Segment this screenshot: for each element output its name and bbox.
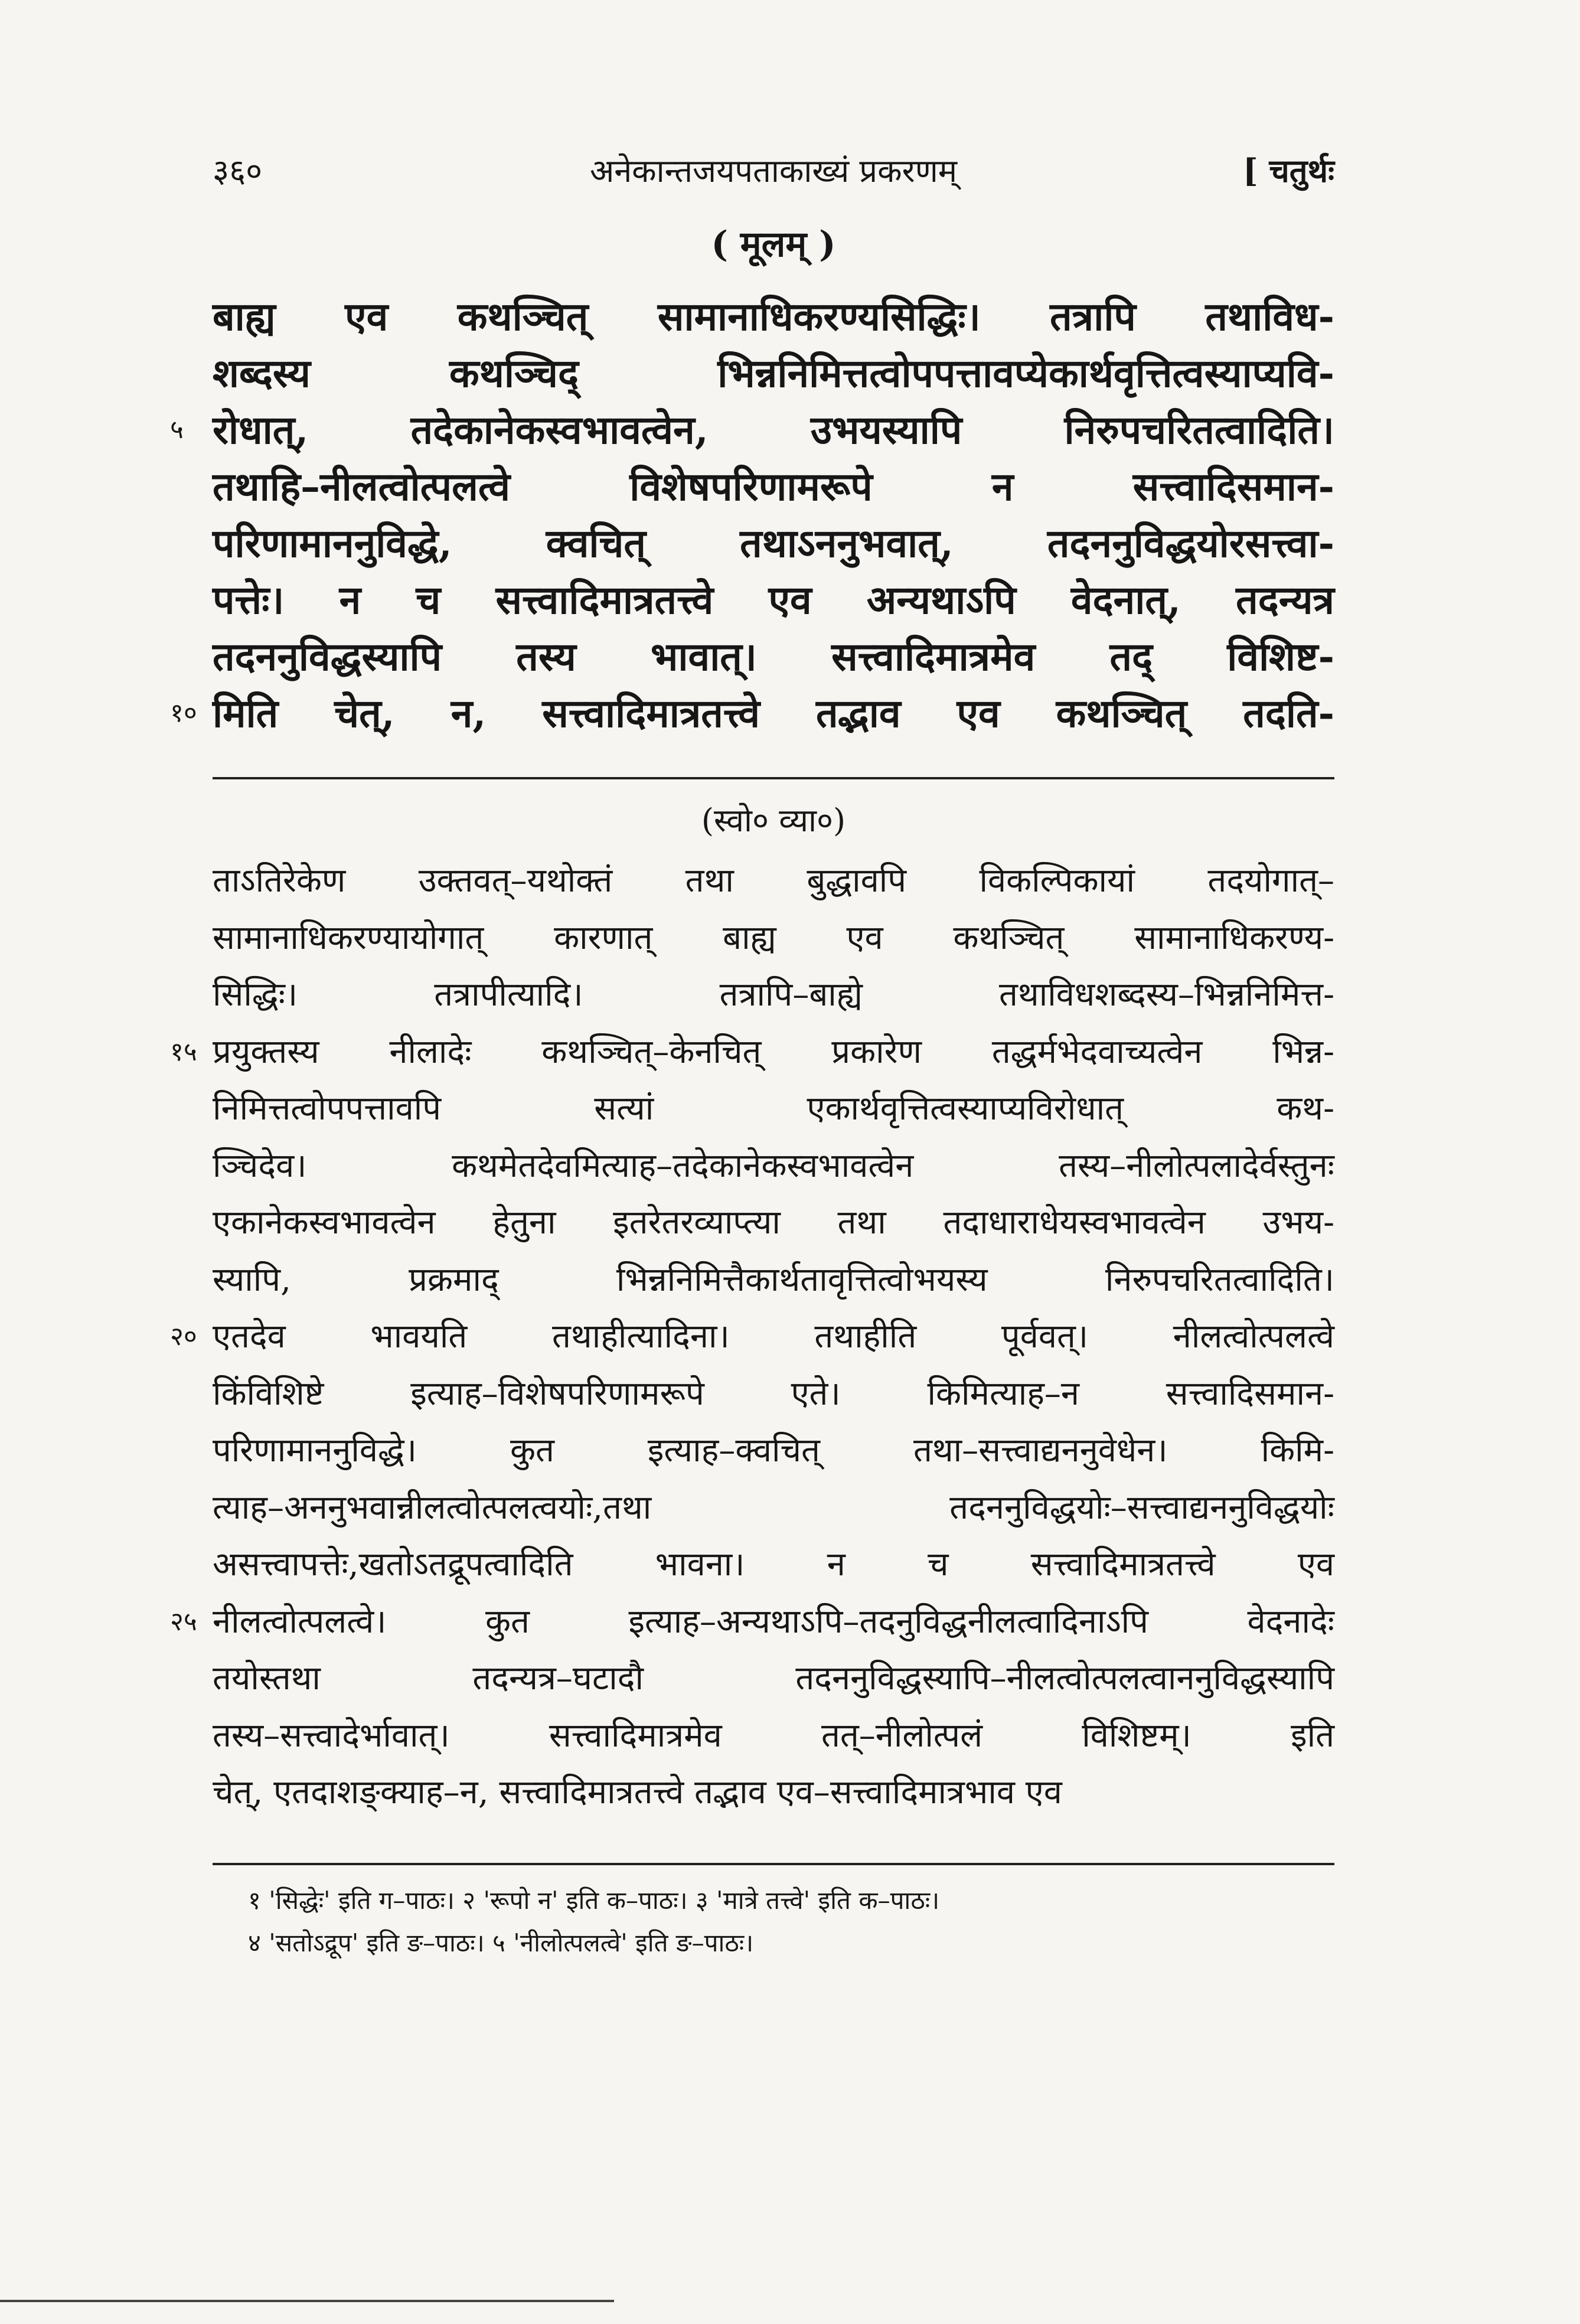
vyakhya-line (213, 910, 1334, 967)
page-header (213, 148, 1334, 201)
footnote-line: १ 'सिद्धेः' इति ग–पाठः। २ 'रूपो न' इति क–पाठः। ३ 'मात्रे तत्त्वे' इति क–पाठः। (248, 1885, 940, 1915)
line-text: स्यापि, प्रक्रमाद् भिन्ननिमित्तैकार्थतावृत्तित्वोभयस्य निरुपचरितत्वादिति। (213, 1260, 1334, 1299)
line-text: बाह्य एव कथञ्चित् सामानाधिकरण्यसिद्धिः। तत्रापि तथाविध- (213, 293, 1334, 340)
vyakhya-text (170, 853, 1334, 1822)
vyakhya-line (170, 1594, 1334, 1651)
chapter-label: [ चतुर्थः (1243, 152, 1334, 190)
vyakhya-line (213, 1536, 1334, 1594)
vyakhya-line (213, 1194, 1334, 1252)
line-text: किंविशिष्टे इत्याह–विशेषपरिणामरूपे एते। किमित्याह–न सत्त्वादिसमान- (213, 1374, 1334, 1413)
line-text: ताऽतिरेकेण उक्तवत्–यथोक्तं तथा बुद्धावपि विकल्पिकायां तदयोगात्– (213, 861, 1334, 900)
footnote-line: ४ 'सतोऽद्रूप' इति ङ–पाठः। ५ 'नीलोत्पलत्वे' इति ङ–पाठः। (248, 1928, 754, 1957)
line-text: सामानाधिकरण्यायोगात् कारणात् बाह्य एव कथञ्चित् सामानाधिकरण्य- (213, 918, 1334, 957)
vyakhya-line (213, 1650, 1334, 1708)
line-text: ञ्चिदेव। कथमेतदेवमित्याह–तदेकानेकस्वभावत्वेन तस्य–नीलोत्पलादेर्वस्तुनः (213, 1146, 1334, 1185)
line-text: एकानेकस्वभावत्वेन हेतुना इतरेतरव्याप्त्या तथा तदाधाराधेयस्वभावत्वेन उभय- (213, 1203, 1334, 1242)
line-text: पत्तेः। न च सत्त्वादिमात्रतत्त्वे एव अन्यथाऽपि वेदनात्, तदन्यत्र (213, 577, 1334, 623)
vyakhya-line (170, 1308, 1334, 1366)
line-text: सिद्धिः। तत्रापीत्यादि। तत्रापि–बाह्ये तथाविधशब्दस्य–भिन्ननिमित्त- (213, 975, 1334, 1014)
mool-line (170, 685, 1334, 742)
line-number: २० (170, 1321, 197, 1352)
mool-line (213, 572, 1334, 628)
line-text: एतदेव भावयति तथाहीत्यादिना। तथाहीति पूर्ववत्। नीलत्वोत्पलत्वे (213, 1317, 1334, 1356)
vyakhya-line (213, 1081, 1334, 1138)
line-number: २५ (170, 1606, 197, 1637)
vyakhya-line (213, 1422, 1334, 1480)
line-text: तथाहि–नीलत्वोत्पलत्वे विशेषपरिणामरूपे न सत्त्वादिसमान- (213, 464, 1334, 510)
line-text: शब्दस्य कथञ्चिद् भिन्ननिमित्तत्वोपपत्तावप्येकार्थवृत्तित्वस्याप्यवि- (213, 350, 1334, 396)
line-text: परिणामाननुविद्धे। कुत इत्याह–क्वचित् तथा–सत्त्वाद्यननुवेधेन। किमि- (213, 1431, 1334, 1470)
vyakhya-line (213, 1764, 1334, 1822)
page (170, 148, 1334, 1964)
line-text: चेत्, एतदाशङ्क्याह–न, सत्त्वादिमात्रतत्त्वे तद्भाव एव–सत्त्वादिमात्रभाव एव (213, 1773, 1062, 1811)
line-number: १५ (170, 1036, 197, 1067)
vyakhya-heading: (स्वो० व्या०) (701, 802, 846, 839)
mool-line (170, 402, 1334, 458)
vyakhya-line (213, 1708, 1334, 1765)
vyakhya-line (213, 967, 1334, 1024)
mool-line (213, 288, 1334, 345)
running-title: अनेकान्तजयपताकाख्यं प्रकरणम् (589, 152, 958, 190)
line-text: मिति चेत्, न, सत्त्वादिमात्रतत्त्वे तद्भाव एव कथञ्चित् तदति- (213, 690, 1334, 736)
vyakhya-line (213, 853, 1334, 910)
line-number: १० (170, 698, 197, 728)
line-number: ५ (170, 414, 184, 445)
line-text: नीलत्वोत्पलत्वे। कुत इत्याह–अन्यथाऽपि–तदनुविद्धनीलत्वादिनाऽपि वेदनादेः (213, 1602, 1334, 1641)
footnotes (213, 1879, 1334, 1964)
mool-line (213, 458, 1334, 515)
line-text: तस्य–सत्त्वादेर्भावात्। सत्त्वादिमात्रमेव तत्–नीलोत्पलं विशिष्टम्। इति (213, 1716, 1334, 1755)
line-text: परिणामाननुविद्धे, क्वचित् तथाऽननुभवात्, तदननुविद्धयोरसत्त्वा- (213, 520, 1334, 566)
vyakhya-line (213, 1480, 1334, 1537)
mool-line (213, 345, 1334, 402)
page-number: ३६० (213, 152, 263, 190)
mool-text (170, 288, 1334, 742)
line-text: निमित्तत्वोपपत्तावपि सत्यां एकार्थवृत्तित्वस्याप्यविरोधात् कथ- (213, 1089, 1334, 1128)
mool-line (213, 628, 1334, 685)
vyakhya-line (213, 1366, 1334, 1423)
vyakhya-line (213, 1252, 1334, 1309)
mool-heading: ( मूलम् ) (711, 224, 836, 265)
line-text: त्याह–अननुभवान्नीलत्वोत्पलत्वयोः,तथा तदननुविद्धयोः–सत्त्वाद्यननुविद्धयोः (213, 1488, 1334, 1527)
line-text: प्रयुक्तस्य नीलादेः कथञ्चित्–केनचित् प्रकारेण तद्धर्मभेदवाच्यत्वेन भिन्न- (213, 1032, 1334, 1071)
footnote-divider (213, 1863, 1334, 1865)
line-text: तदननुविद्धस्यापि तस्य भावात्। सत्त्वादिमात्रमेव तद् विशिष्ट- (213, 634, 1334, 680)
vyakhya-line (170, 1024, 1334, 1081)
scan-bottom-line (0, 2300, 614, 2302)
line-text: रोधात्, तदेकानेकस्वभावत्वेन, उभयस्यापि निरुपचरितत्वादिति। (213, 407, 1334, 453)
section-divider (213, 777, 1334, 779)
vyakhya-line (213, 1138, 1334, 1195)
mool-line (213, 515, 1334, 572)
line-text: तयोस्तथा तदन्यत्र–घटादौ तदननुविद्धस्यापि–नीलत्वोत्पलत्वाननुविद्धस्यापि (213, 1659, 1334, 1698)
line-text: असत्त्वापत्तेः,खतोऽतद्रूपत्वादिति भावना। न च सत्त्वादिमात्रतत्त्वे एव (213, 1545, 1334, 1584)
